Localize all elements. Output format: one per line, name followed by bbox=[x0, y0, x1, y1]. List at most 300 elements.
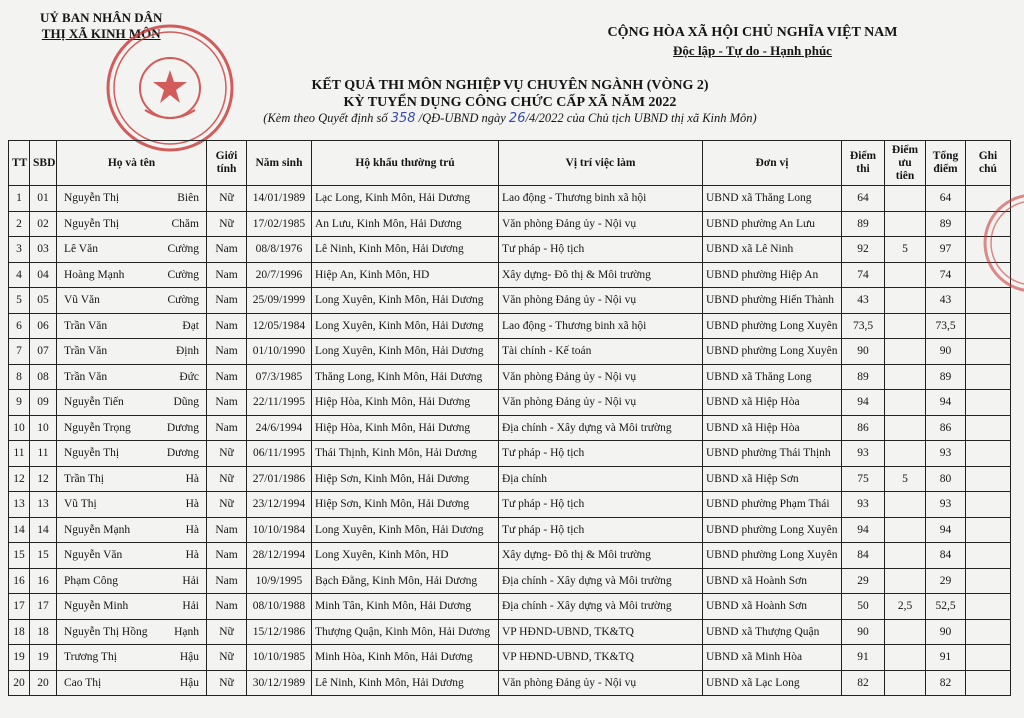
gender: Nam bbox=[207, 237, 247, 263]
birth-date: 17/02/1985 bbox=[247, 211, 312, 237]
birth-date: 23/12/1994 bbox=[247, 492, 312, 518]
row-index: 8 bbox=[9, 364, 30, 390]
priority-score bbox=[885, 619, 926, 645]
table-row bbox=[9, 415, 1011, 441]
row-index: 20 bbox=[9, 670, 30, 696]
given-name: Chăm bbox=[171, 217, 199, 230]
candidate-number: 10 bbox=[30, 415, 57, 441]
job-position: Văn phòng Đảng ủy - Nội vụ bbox=[499, 670, 703, 696]
gender: Nữ bbox=[207, 211, 247, 237]
note bbox=[966, 186, 1011, 212]
full-name-cell bbox=[57, 339, 207, 365]
work-unit: UBND phường Thái Thịnh bbox=[703, 441, 842, 467]
row-index: 1 bbox=[9, 186, 30, 212]
job-position: VP HĐND-UBND, TK&TQ bbox=[499, 619, 703, 645]
work-unit: UBND xã Lê Ninh bbox=[703, 237, 842, 263]
gender: Nam bbox=[207, 288, 247, 314]
exam-score: 75 bbox=[842, 466, 885, 492]
gender: Nam bbox=[207, 415, 247, 441]
residence: Hiệp Hòa, Kinh Môn, Hải Dương bbox=[312, 415, 499, 441]
full-name-cell bbox=[57, 543, 207, 569]
gender: Nữ bbox=[207, 619, 247, 645]
candidate-number: 14 bbox=[30, 517, 57, 543]
job-position: Xây dựng- Đô thị & Môi trường bbox=[499, 262, 703, 288]
work-unit: UBND xã Hiệp Hòa bbox=[703, 390, 842, 416]
table-row bbox=[9, 237, 1011, 263]
residence: Hiệp Sơn, Kinh Môn, Hải Dương bbox=[312, 492, 499, 518]
exam-score: 82 bbox=[842, 670, 885, 696]
decision-number: 358 bbox=[390, 111, 416, 126]
table-row bbox=[9, 619, 1011, 645]
column-header: Vị trí việc làm bbox=[499, 141, 703, 186]
priority-score bbox=[885, 390, 926, 416]
work-unit: UBND phường Phạm Thái bbox=[703, 492, 842, 518]
given-name: Biên bbox=[177, 192, 199, 205]
note bbox=[966, 415, 1011, 441]
exam-score: 89 bbox=[842, 211, 885, 237]
gender: Nữ bbox=[207, 186, 247, 212]
note bbox=[966, 645, 1011, 671]
table-header-row bbox=[9, 141, 1011, 186]
row-index: 5 bbox=[9, 288, 30, 314]
candidate-number: 08 bbox=[30, 364, 57, 390]
candidate-number: 04 bbox=[30, 262, 57, 288]
gender: Nữ bbox=[207, 670, 247, 696]
full-name-cell bbox=[57, 186, 207, 212]
residence: Long Xuyên, Kinh Môn, Hải Dương bbox=[312, 313, 499, 339]
surname: Cao Thị bbox=[64, 676, 102, 689]
priority-score bbox=[885, 313, 926, 339]
surname: Hoàng Mạnh bbox=[64, 268, 125, 281]
surname: Nguyễn Thị bbox=[64, 217, 120, 230]
full-name-cell bbox=[57, 237, 207, 263]
birth-date: 10/10/1984 bbox=[247, 517, 312, 543]
full-name-cell bbox=[57, 441, 207, 467]
column-header: TT bbox=[9, 141, 30, 186]
priority-score bbox=[885, 415, 926, 441]
residence: An Lưu, Kinh Môn, Hải Dương bbox=[312, 211, 499, 237]
exam-score: 64 bbox=[842, 186, 885, 212]
job-position: Tư pháp - Hộ tịch bbox=[499, 441, 703, 467]
gender: Nam bbox=[207, 390, 247, 416]
full-name-cell bbox=[57, 568, 207, 594]
gender: Nam bbox=[207, 313, 247, 339]
work-unit: UBND phường Long Xuyên bbox=[703, 339, 842, 365]
row-index: 17 bbox=[9, 594, 30, 620]
gender: Nam bbox=[207, 339, 247, 365]
work-unit: UBND xã Thăng Long bbox=[703, 186, 842, 212]
gender: Nam bbox=[207, 517, 247, 543]
decision-day: 26 bbox=[508, 111, 526, 126]
row-index: 2 bbox=[9, 211, 30, 237]
given-name: Định bbox=[176, 345, 199, 358]
table-row bbox=[9, 339, 1011, 365]
note bbox=[966, 466, 1011, 492]
note bbox=[966, 288, 1011, 314]
total-score: 84 bbox=[926, 543, 966, 569]
table-row bbox=[9, 364, 1011, 390]
work-unit: UBND xã Hoành Sơn bbox=[703, 568, 842, 594]
priority-score bbox=[885, 364, 926, 390]
full-name-cell bbox=[57, 594, 207, 620]
full-name-cell bbox=[57, 619, 207, 645]
document-subtitle bbox=[180, 110, 840, 127]
priority-score: 5 bbox=[885, 237, 926, 263]
work-unit: UBND phường Hiệp An bbox=[703, 262, 842, 288]
priority-score bbox=[885, 262, 926, 288]
full-name-cell bbox=[57, 670, 207, 696]
exam-score: 74 bbox=[842, 262, 885, 288]
exam-score: 89 bbox=[842, 364, 885, 390]
column-header: SBD bbox=[30, 141, 57, 186]
exam-score: 73,5 bbox=[842, 313, 885, 339]
given-name: Đạt bbox=[182, 319, 199, 332]
table-row bbox=[9, 390, 1011, 416]
gender: Nam bbox=[207, 594, 247, 620]
candidate-number: 13 bbox=[30, 492, 57, 518]
row-index: 4 bbox=[9, 262, 30, 288]
job-position: Lao động - Thương binh xã hội bbox=[499, 186, 703, 212]
birth-date: 25/09/1999 bbox=[247, 288, 312, 314]
total-score: 90 bbox=[926, 619, 966, 645]
candidate-number: 05 bbox=[30, 288, 57, 314]
priority-score bbox=[885, 670, 926, 696]
exam-score: 90 bbox=[842, 339, 885, 365]
row-index: 13 bbox=[9, 492, 30, 518]
given-name: Hải bbox=[182, 600, 199, 613]
candidate-number: 03 bbox=[30, 237, 57, 263]
given-name: Đức bbox=[179, 370, 199, 383]
column-header: Điểm thi bbox=[842, 141, 885, 186]
table-row bbox=[9, 517, 1011, 543]
birth-date: 27/01/1986 bbox=[247, 466, 312, 492]
gender: Nam bbox=[207, 568, 247, 594]
priority-score bbox=[885, 517, 926, 543]
birth-date: 06/11/1995 bbox=[247, 441, 312, 467]
note bbox=[966, 568, 1011, 594]
candidate-number: 15 bbox=[30, 543, 57, 569]
residence: Thái Thịnh, Kinh Môn, Hải Dương bbox=[312, 441, 499, 467]
row-index: 3 bbox=[9, 237, 30, 263]
birth-date: 20/7/1996 bbox=[247, 262, 312, 288]
residence: Bạch Đằng, Kinh Môn, Hải Dương bbox=[312, 568, 499, 594]
gender: Nam bbox=[207, 262, 247, 288]
column-header: Đơn vị bbox=[703, 141, 842, 186]
work-unit: UBND xã Thượng Quận bbox=[703, 619, 842, 645]
row-index: 10 bbox=[9, 415, 30, 441]
residence: Long Xuyên, Kinh Môn, Hải Dương bbox=[312, 517, 499, 543]
candidate-number: 06 bbox=[30, 313, 57, 339]
total-score: 93 bbox=[926, 441, 966, 467]
priority-score bbox=[885, 441, 926, 467]
note bbox=[966, 237, 1011, 263]
gender: Nữ bbox=[207, 645, 247, 671]
table-row bbox=[9, 466, 1011, 492]
row-index: 19 bbox=[9, 645, 30, 671]
exam-score: 94 bbox=[842, 390, 885, 416]
total-score: 91 bbox=[926, 645, 966, 671]
surname: Trần Thị bbox=[64, 472, 104, 485]
full-name-cell bbox=[57, 288, 207, 314]
priority-score bbox=[885, 339, 926, 365]
exam-score: 94 bbox=[842, 517, 885, 543]
candidate-number: 16 bbox=[30, 568, 57, 594]
exam-score: 84 bbox=[842, 543, 885, 569]
candidate-number: 12 bbox=[30, 466, 57, 492]
surname: Nguyễn Trọng bbox=[64, 421, 131, 434]
residence: Hiệp Sơn, Kinh Môn, Hải Dương bbox=[312, 466, 499, 492]
gender: Nữ bbox=[207, 492, 247, 518]
given-name: Dương bbox=[166, 421, 199, 434]
row-index: 12 bbox=[9, 466, 30, 492]
candidate-number: 11 bbox=[30, 441, 57, 467]
national-header bbox=[600, 24, 905, 59]
surname: Trần Văn bbox=[64, 319, 108, 332]
total-score: 94 bbox=[926, 517, 966, 543]
table-row bbox=[9, 186, 1011, 212]
candidate-number: 09 bbox=[30, 390, 57, 416]
note bbox=[966, 211, 1011, 237]
residence: Long Xuyên, Kinh Môn, HD bbox=[312, 543, 499, 569]
priority-score bbox=[885, 543, 926, 569]
column-header: Hộ khẩu thường trú bbox=[312, 141, 499, 186]
surname: Trần Văn bbox=[64, 345, 108, 358]
full-name-cell bbox=[57, 390, 207, 416]
full-name-cell bbox=[57, 415, 207, 441]
column-header: Tổng điểm bbox=[926, 141, 966, 186]
job-position: VP HĐND-UBND, TK&TQ bbox=[499, 645, 703, 671]
residence: Thượng Quận, Kinh Môn, Hải Dương bbox=[312, 619, 499, 645]
birth-date: 08/8/1976 bbox=[247, 237, 312, 263]
full-name-cell bbox=[57, 466, 207, 492]
work-unit: UBND phường Long Xuyên bbox=[703, 543, 842, 569]
job-position: Văn phòng Đảng ủy - Nội vụ bbox=[499, 364, 703, 390]
priority-score bbox=[885, 568, 926, 594]
surname: Vũ Thị bbox=[64, 498, 97, 511]
given-name: Hà bbox=[185, 472, 199, 485]
exam-score: 93 bbox=[842, 441, 885, 467]
birth-date: 10/9/1995 bbox=[247, 568, 312, 594]
job-position: Địa chính - Xây dựng và Môi trường bbox=[499, 415, 703, 441]
residence: Long Xuyên, Kinh Môn, Hải Dương bbox=[312, 288, 499, 314]
given-name: Cường bbox=[167, 243, 199, 256]
job-position: Tư pháp - Hộ tịch bbox=[499, 237, 703, 263]
gender: Nữ bbox=[207, 441, 247, 467]
title-line-1: KẾT QUẢ THI MÔN NGHIỆP VỤ CHUYÊN NGÀNH (VÒNG 2) bbox=[311, 78, 709, 93]
given-name: Hậu bbox=[179, 676, 199, 689]
surname: Lê Văn bbox=[64, 243, 98, 256]
full-name-cell bbox=[57, 211, 207, 237]
note bbox=[966, 364, 1011, 390]
results-table bbox=[8, 140, 1011, 696]
column-header: Giới tính bbox=[207, 141, 247, 186]
job-position: Tư pháp - Hộ tịch bbox=[499, 517, 703, 543]
work-unit: UBND xã Hoành Sơn bbox=[703, 594, 842, 620]
residence: Hiệp An, Kinh Môn, HD bbox=[312, 262, 499, 288]
priority-score bbox=[885, 211, 926, 237]
full-name-cell bbox=[57, 645, 207, 671]
table-row bbox=[9, 262, 1011, 288]
note bbox=[966, 313, 1011, 339]
work-unit: UBND xã Thăng Long bbox=[703, 364, 842, 390]
work-unit: UBND xã Hiệp Sơn bbox=[703, 466, 842, 492]
birth-date: 10/10/1985 bbox=[247, 645, 312, 671]
work-unit: UBND xã Minh Hòa bbox=[703, 645, 842, 671]
row-index: 14 bbox=[9, 517, 30, 543]
table-row bbox=[9, 670, 1011, 696]
given-name: Hậu bbox=[179, 651, 199, 664]
issuer-line-2: THỊ XÃ KINH MÔN bbox=[41, 26, 161, 41]
issuer-block bbox=[40, 10, 162, 42]
table-row bbox=[9, 441, 1011, 467]
surname: Nguyễn Văn bbox=[64, 549, 123, 562]
nation-name: CỘNG HÒA XÃ HỘI CHỦ NGHĨA VIỆT NAM bbox=[607, 25, 898, 40]
note bbox=[966, 517, 1011, 543]
surname: Nguyễn Thị Hồng bbox=[64, 625, 148, 638]
note bbox=[966, 670, 1011, 696]
total-score: 80 bbox=[926, 466, 966, 492]
given-name: Cường bbox=[167, 294, 199, 307]
work-unit: UBND phường Long Xuyên bbox=[703, 517, 842, 543]
birth-date: 14/01/1989 bbox=[247, 186, 312, 212]
table-row bbox=[9, 313, 1011, 339]
column-header: Năm sinh bbox=[247, 141, 312, 186]
issuer-line-1: UỶ BAN NHÂN DÂN bbox=[40, 10, 163, 25]
surname: Nguyễn Mạnh bbox=[64, 523, 131, 536]
total-score: 74 bbox=[926, 262, 966, 288]
residence: Thăng Long, Kinh Môn, Hải Dương bbox=[312, 364, 499, 390]
surname: Trương Thị bbox=[64, 651, 117, 664]
full-name-cell bbox=[57, 492, 207, 518]
note bbox=[966, 619, 1011, 645]
candidate-number: 07 bbox=[30, 339, 57, 365]
table-row bbox=[9, 211, 1011, 237]
work-unit: UBND phường An Lưu bbox=[703, 211, 842, 237]
job-position: Xây dựng- Đô thị & Môi trường bbox=[499, 543, 703, 569]
priority-score: 2,5 bbox=[885, 594, 926, 620]
candidate-number: 20 bbox=[30, 670, 57, 696]
subtitle-prefix: (Kèm theo Quyết định số bbox=[263, 111, 391, 125]
residence: Minh Hòa, Kinh Môn, Hải Dương bbox=[312, 645, 499, 671]
surname: Phạm Công bbox=[64, 574, 118, 587]
exam-score: 93 bbox=[842, 492, 885, 518]
birth-date: 12/05/1984 bbox=[247, 313, 312, 339]
table-row bbox=[9, 594, 1011, 620]
row-index: 11 bbox=[9, 441, 30, 467]
exam-score: 29 bbox=[842, 568, 885, 594]
full-name-cell bbox=[57, 262, 207, 288]
given-name: Hà bbox=[185, 549, 199, 562]
work-unit: UBND xã Lạc Long bbox=[703, 670, 842, 696]
priority-score bbox=[885, 492, 926, 518]
total-score: 97 bbox=[926, 237, 966, 263]
birth-date: 07/3/1985 bbox=[247, 364, 312, 390]
job-position: Địa chính - Xây dựng và Môi trường bbox=[499, 568, 703, 594]
note bbox=[966, 390, 1011, 416]
subtitle-middle: /QĐ-UBND ngày bbox=[415, 111, 509, 125]
residence: Lê Ninh, Kinh Môn, Hải Dương bbox=[312, 670, 499, 696]
priority-score bbox=[885, 288, 926, 314]
table-row bbox=[9, 645, 1011, 671]
job-position: Lao động - Thương binh xã hội bbox=[499, 313, 703, 339]
total-score: 93 bbox=[926, 492, 966, 518]
birth-date: 01/10/1990 bbox=[247, 339, 312, 365]
table-row bbox=[9, 568, 1011, 594]
gender: Nam bbox=[207, 364, 247, 390]
note bbox=[966, 441, 1011, 467]
candidate-number: 01 bbox=[30, 186, 57, 212]
surname: Nguyễn Minh bbox=[64, 600, 129, 613]
row-index: 7 bbox=[9, 339, 30, 365]
given-name: Hải bbox=[182, 574, 199, 587]
row-index: 16 bbox=[9, 568, 30, 594]
work-unit: UBND phường Hiến Thành bbox=[703, 288, 842, 314]
priority-score: 5 bbox=[885, 466, 926, 492]
note bbox=[966, 339, 1011, 365]
candidate-number: 18 bbox=[30, 619, 57, 645]
column-header: Ghi chú bbox=[966, 141, 1011, 186]
surname: Vũ Văn bbox=[64, 294, 100, 307]
work-unit: UBND phường Long Xuyên bbox=[703, 313, 842, 339]
birth-date: 08/10/1988 bbox=[247, 594, 312, 620]
surname: Nguyễn Thị bbox=[64, 192, 120, 205]
candidate-number: 17 bbox=[30, 594, 57, 620]
total-score: 86 bbox=[926, 415, 966, 441]
exam-score: 86 bbox=[842, 415, 885, 441]
total-score: 52,5 bbox=[926, 594, 966, 620]
note bbox=[966, 543, 1011, 569]
total-score: 29 bbox=[926, 568, 966, 594]
exam-score: 91 bbox=[842, 645, 885, 671]
exam-score: 43 bbox=[842, 288, 885, 314]
job-position: Địa chính bbox=[499, 466, 703, 492]
birth-date: 28/12/1994 bbox=[247, 543, 312, 569]
job-position: Văn phòng Đảng ủy - Nội vụ bbox=[499, 390, 703, 416]
total-score: 64 bbox=[926, 186, 966, 212]
birth-date: 22/11/1995 bbox=[247, 390, 312, 416]
column-header: Họ và tên bbox=[57, 141, 207, 186]
total-score: 94 bbox=[926, 390, 966, 416]
row-index: 15 bbox=[9, 543, 30, 569]
gender: Nam bbox=[207, 543, 247, 569]
birth-date: 24/6/1994 bbox=[247, 415, 312, 441]
given-name: Dương bbox=[166, 447, 199, 460]
given-name: Hà bbox=[185, 523, 199, 536]
full-name-cell bbox=[57, 313, 207, 339]
national-motto: Độc lập - Tự do - Hạnh phúc bbox=[673, 43, 832, 58]
note bbox=[966, 492, 1011, 518]
exam-score: 92 bbox=[842, 237, 885, 263]
table-body bbox=[9, 186, 1011, 696]
note bbox=[966, 262, 1011, 288]
table-row bbox=[9, 543, 1011, 569]
job-position: Văn phòng Đảng ủy - Nội vụ bbox=[499, 288, 703, 314]
table-row bbox=[9, 492, 1011, 518]
surname: Nguyễn Thị bbox=[64, 447, 120, 460]
job-position: Tài chính - Kế toán bbox=[499, 339, 703, 365]
total-score: 73,5 bbox=[926, 313, 966, 339]
residence: Lạc Long, Kinh Môn, Hải Dương bbox=[312, 186, 499, 212]
table-row bbox=[9, 288, 1011, 314]
full-name-cell bbox=[57, 364, 207, 390]
birth-date: 30/12/1989 bbox=[247, 670, 312, 696]
note bbox=[966, 594, 1011, 620]
given-name: Dũng bbox=[173, 396, 199, 409]
priority-score bbox=[885, 186, 926, 212]
job-position: Văn phòng Đảng ủy - Nội vụ bbox=[499, 211, 703, 237]
row-index: 18 bbox=[9, 619, 30, 645]
birth-date: 15/12/1986 bbox=[247, 619, 312, 645]
